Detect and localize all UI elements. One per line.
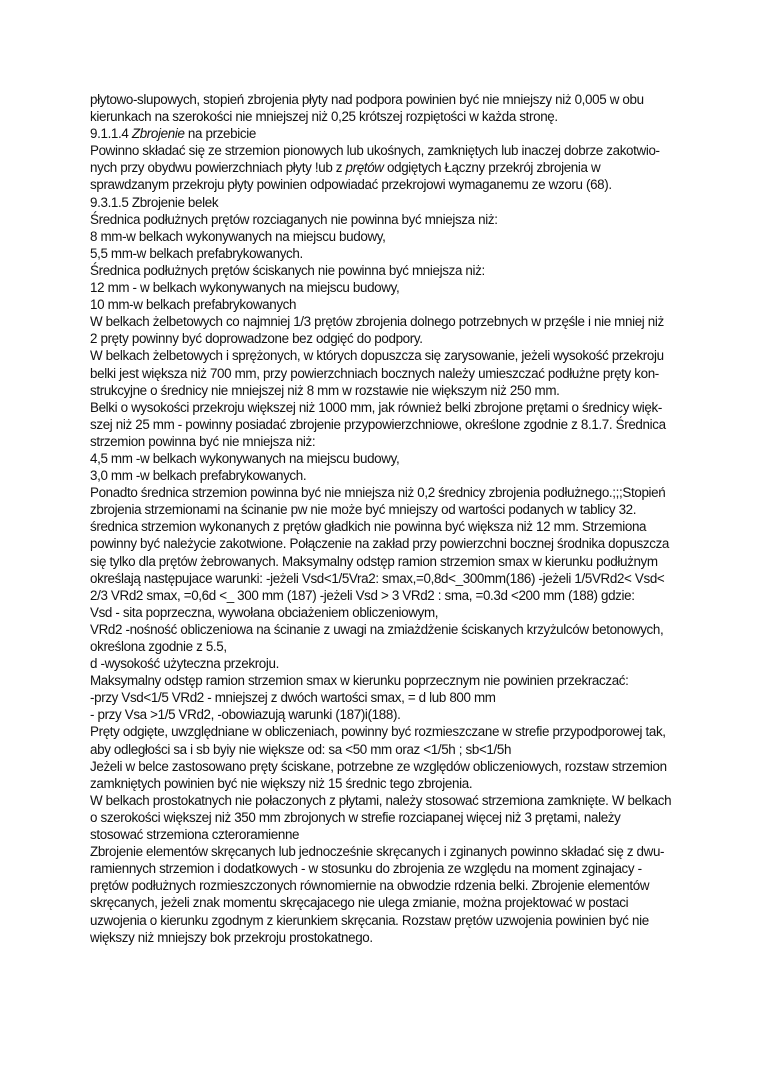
text-segment: odgiętych Łączny przekrój zbrojenia w: [383, 160, 601, 176]
text-line: Vsd - sita poprzeczna, wywołana obciażeniem obliczeniowym,: [90, 604, 439, 620]
document-page: [90, 91, 672, 946]
text-line: Powinno składać się ze strzemion pionowych lub ukośnych, zamkniętych lub inaczej dobrze zakotwio-: [90, 143, 660, 159]
text-line: kierunkach na szerokości nie mniejszej niż 0,25 krótszej rozpiętości w każda stronę.: [90, 109, 558, 125]
text-line: sprawdzanym przekroju płyty powinien odpowiadać przekrojowi wymaganemu ze wzoru (68).: [90, 177, 612, 193]
text-line: -przy Vsd<1/5 VRd2 - mniejszej z dwóch wartości smax, = d lub 800 mm: [90, 690, 496, 706]
text-line: Zbrojenie elementów skręcanych lub jednocześnie skręcanych i zginanych powinno składać się z dwu-: [90, 844, 665, 860]
text-line: 8 mm-w belkach wykonywanych na miejscu budowy,: [90, 228, 386, 244]
text-line: średnica strzemion wykonanych z prętów gładkich nie powinna być większa niż 12 mm. Strzemiona: [90, 519, 647, 535]
text-line: W belkach prostokatnych nie połaczonych z płytami, należy stosować strzemiona zamknięte. W belkach: [90, 792, 672, 808]
text-segment: 9.1.1.4: [90, 126, 132, 142]
text-line: powinny być należycie zakotwione. Połączenie na zakład przy powierzchni bocznej środnika dopuszcza: [90, 536, 670, 552]
text-line: Średnica podłużnych prętów rozciaganych nie powinna być mniejsza niż:: [90, 211, 498, 227]
text-line: 9.3.1.5 Zbrojenie belek: [90, 194, 219, 210]
text-line: 5,5 mm-w belkach prefabrykowanych.: [90, 245, 303, 261]
text-line: zamkniętych powinien być nie większy niż 15 średnic tego zbrojenia.: [90, 775, 473, 791]
text-segment: na przebicie: [184, 126, 256, 142]
text-line: Pręty odgięte, uwzględniane w obliczeniach, powinny być rozmieszczane w strefie przypodporowej tak,: [90, 724, 666, 740]
text-line: aby odległości sa i sb byiy nie większe od: sa <50 mm oraz <1/5h ; sb<1/5h: [90, 741, 512, 757]
text-line: Ponadto średnica strzemion powinna być nie mniejsza niż 0,2 średnicy zbrojenia podłużnego.;;;Stopień: [90, 485, 666, 501]
text-line: płytowo-slupowych, stopień zbrojenia płyty nad podpora powinien być nie mniejszy niż 0,005 w obu: [90, 92, 644, 107]
italic-term: prętów: [345, 160, 384, 176]
text-line: szej niż 25 mm - powinny posiadać zbrojenie przypowierzchniowe, określone zgodnie z 8.1.7. Średnica: [90, 416, 666, 432]
text-line: 10 mm-w belkach prefabrykowanych: [90, 297, 297, 313]
text-line: W belkach żelbetowych co najmniej 1/3 prętów zbrojenia dolnego potrzebnych w przęśle i nie mniej niż: [90, 314, 664, 330]
text-line: o szerokości większej niż 350 mm zbrojonych w strefie rozciapanej więcej niż 3 prętami, należy: [90, 809, 621, 825]
text-line: [90, 125, 672, 142]
text-line: skręcanych, jeżeli znak momentu skręcajacego nie ulega zmianie, można projektować w postaci: [90, 895, 629, 911]
text-line: Maksymalny odstęp ramion strzemion smax w kierunku poprzecznym nie powinien przekraczać:: [90, 673, 629, 689]
text-line: [90, 159, 672, 176]
text-segment: nych przy obydwu powierzchniach płyty !ub z: [90, 160, 346, 176]
text-line: prętów podłużnych rozmieszczonych równomiernie na obwodzie rdzenia belki. Zbrojenie elementów: [90, 878, 650, 894]
text-line: stosować strzemiona czteroramienne: [90, 827, 300, 843]
text-line: 12 mm - w belkach wykonywanych na miejscu budowy,: [90, 280, 400, 296]
text-line: 3,0 mm -w belkach prefabrykowanych.: [90, 468, 307, 484]
text-line: uzwojenia o kierunku zgodnym z kierunkiem skręcania. Rozstaw prętów uzwojenia powinien być nie: [90, 912, 649, 928]
text-line: belki jest większa niż 700 mm, przy powierzchniach bocznych należy umieszczać podłużne pręty kon-: [90, 365, 659, 381]
text-line: d -wysokość użyteczna przekroju.: [90, 656, 279, 672]
text-line: 2 pręty powinny być doprowadzone bez odgięć do podpory.: [90, 331, 423, 347]
text-line: określają następujace warunki: -jeżeli Vsd<1/5Vra2: smax,=0,8d<_300mm(186) -jeżeli 1/5VRd2< Vsd<: [90, 570, 665, 586]
text-line: się tylko dla prętów żebrowanych. Maksymalny odstęp ramion strzemion smax w kierunku podłużnym: [90, 553, 658, 569]
text-line: strukcyjne o średnicy nie mniejszej niż 8 mm w rozstawie nie większym niż 250 mm.: [90, 382, 560, 398]
text-line: Belki o wysokości przekroju większej niż 1000 mm, jak również belki zbrojone prętami o średnicy więk-: [90, 399, 662, 415]
text-line: W belkach żelbetowych i sprężonych, w których dopuszcza się zarysowanie, jeżeli wysokość przekroju: [90, 348, 664, 364]
text-line: ramiennych strzemion i dodatkowych - w stosunku do zbrojenia ze względu na moment zginajacy -: [90, 861, 642, 877]
text-line: strzemion powinna być nie mniejsza niż:: [90, 433, 316, 449]
text-line: określona zgodnie z 5.5,: [90, 639, 227, 654]
text-line: Jeżeli w belce zastosowano pręty ściskane, potrzebne ze względów obliczeniowych, rozstaw strzemion: [90, 758, 667, 774]
text-line: zbrojenia strzemionami na ścinanie pw nie może być mniejszy od wartości podanych w tablicy 32.: [90, 502, 637, 518]
italic-term: Zbrojenie: [131, 126, 185, 142]
text-line: VRd2 -nośność obliczeniowa na ścinanie z uwagi na zmiażdżenie ściskanych krzyżulców betonowych,: [90, 621, 664, 637]
text-line: 4,5 mm -w belkach wykonywanych na miejscu budowy,: [90, 450, 400, 466]
text-line: 2/3 VRd2 smax, =0,6d <_ 300 mm (187) -jeżeli Vsd > 3 VRd2 : sma, =0.3d <200 mm (188) gdzie:: [90, 587, 635, 603]
text-line: - przy Vsa >1/5 VRd2, -obowiazują warunki (187)i(188).: [90, 707, 401, 723]
text-line: Średnica podłużnych prętów ściskanych nie powinna być mniejsza niż:: [90, 262, 485, 278]
text-line: większy niż mniejszy bok przekroju prostokatnego.: [90, 929, 373, 945]
